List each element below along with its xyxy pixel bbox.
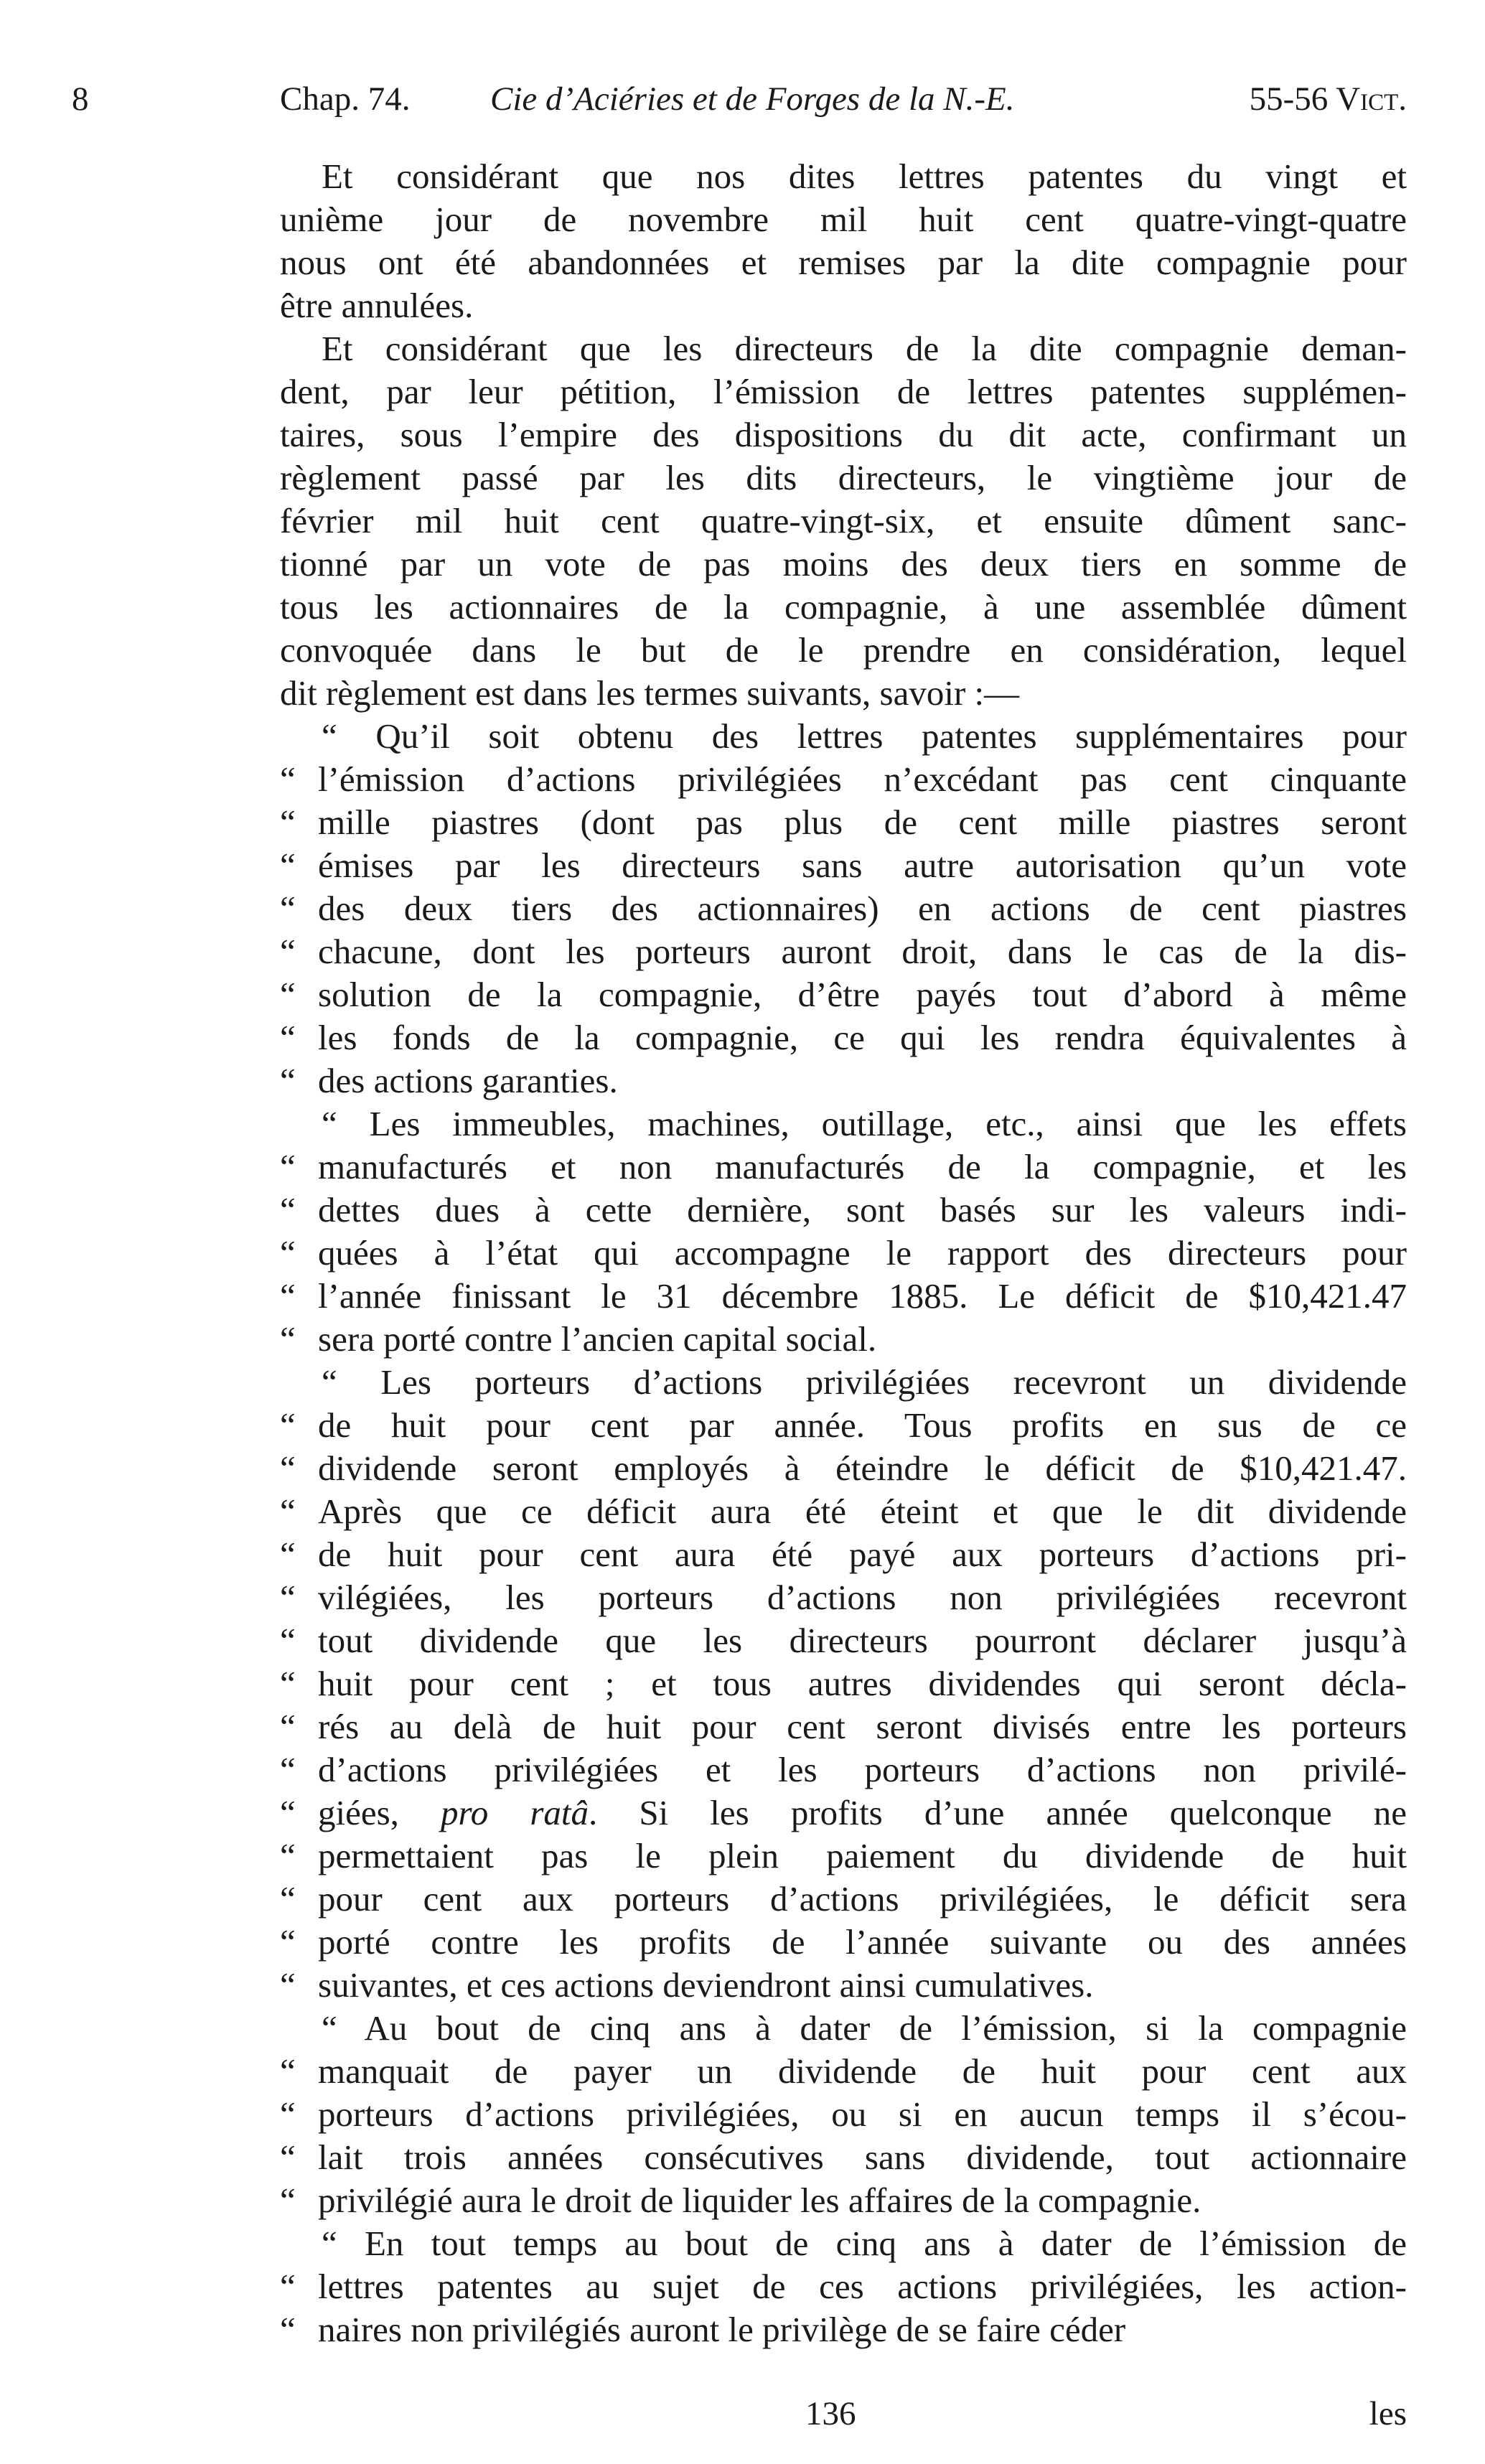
line-text: l’année finissant le 31 décembre 1885. Le déficit de $10,421.47 — [318, 1276, 1407, 1316]
line-text: solution de la compagnie, d’être payés tout d’abord à même — [318, 975, 1407, 1014]
quote-mark: “ — [280, 1233, 296, 1273]
quote-mark: “ — [280, 2094, 296, 2134]
text-line — [280, 930, 1407, 973]
paragraph — [280, 327, 1407, 715]
quote-mark: “ — [280, 802, 296, 842]
quoted-bylaw — [280, 715, 1407, 2351]
line-text: “ En tout temps au bout de cinq ans à dater de l’émission de — [322, 2224, 1407, 2263]
quote-mark: “ — [280, 1664, 296, 1703]
text-line — [280, 2179, 1407, 2222]
text-line — [280, 1835, 1407, 1878]
quote-mark: “ — [280, 2180, 296, 2220]
quoted-paragraph — [280, 1102, 1407, 1361]
line-text: l’émission d’actions privilégiées n’excédant pas cent cinquante — [318, 759, 1407, 799]
quote-mark: “ — [280, 1018, 296, 1057]
text-line — [280, 2308, 1407, 2351]
quote-mark: “ — [280, 1061, 296, 1100]
catchword: les — [1369, 2395, 1407, 2432]
text-line — [280, 2007, 1407, 2050]
text-line: Et considérant que nos dites lettres patentes du vingt et — [322, 156, 1407, 196]
quote-mark: “ — [280, 2137, 296, 2177]
text-line: dent, par leur pétition, l’émission de lettres patentes supplémen- — [280, 372, 1407, 411]
quote-mark: “ — [280, 1836, 296, 1875]
text-line — [280, 1189, 1407, 1232]
line-text: lait trois années consécutives sans dividende, tout actionnaire — [318, 2137, 1407, 2177]
text-line — [280, 1447, 1407, 1490]
text-line — [280, 1275, 1407, 1318]
line-text: “ Qu’il soit obtenu des lettres patentes supplémentaires pour — [322, 716, 1407, 756]
line-text: huit pour cent ; et tous autres dividendes qui seront décla- — [318, 1664, 1407, 1703]
line-text: permettaient pas le plein paiement du dividende de huit — [318, 1836, 1407, 1875]
line-text: des deux tiers des actionnaires) en actions de cent piastres — [318, 889, 1407, 928]
text-line — [280, 1232, 1407, 1275]
folio-number: 136 — [805, 2395, 856, 2432]
line-text: manufacturés et non manufacturés de la compagnie, et les — [318, 1147, 1407, 1186]
line-text: chacune, dont les porteurs auront droit, dans le cas de la dis- — [318, 932, 1407, 971]
line-text: privilégié aura le droit de liquider les affaires de la compagnie. — [318, 2180, 1201, 2220]
line-text: tout dividende que les directeurs pourront déclarer jusqu’à — [318, 1621, 1407, 1660]
line-text: mille piastres (dont pas plus de cent mille piastres seront — [318, 802, 1407, 842]
quote-mark: “ — [280, 1276, 296, 1316]
text-line — [280, 887, 1407, 930]
text-line — [280, 2265, 1407, 2308]
chapter-label: Chap. 74. — [280, 80, 411, 118]
quote-mark: “ — [280, 1535, 296, 1574]
text-line — [280, 1878, 1407, 1921]
line-text: sera porté contre l’ancien capital social. — [318, 1319, 877, 1359]
text-line — [280, 2093, 1407, 2136]
quote-mark: “ — [280, 1319, 296, 1359]
italic-phrase: pro ratâ — [441, 1793, 589, 1832]
text-line — [280, 1102, 1407, 1146]
running-title: Cie d’Aciéries et de Forges de la N.-E. — [490, 80, 1015, 118]
line-text: Après que ce déficit aura été éteint et que le dit dividende — [318, 1491, 1407, 1531]
quoted-paragraph — [280, 2007, 1407, 2222]
line-text: de huit pour cent aura été payé aux porteurs d’actions pri- — [318, 1535, 1407, 1574]
quote-mark: “ — [280, 1750, 296, 1789]
line-text: dividende seront employés à éteindre le déficit de $10,421.47. — [318, 1448, 1407, 1488]
text-line — [280, 1361, 1407, 1404]
quote-mark: “ — [280, 1879, 296, 1919]
line-text: quées à l’état qui accompagne le rapport des directeurs pour — [318, 1233, 1407, 1273]
text-line: tionné par un vote de pas moins des deux tiers en somme de — [280, 544, 1407, 584]
text-line — [280, 1705, 1407, 1748]
quote-mark: “ — [280, 1578, 296, 1617]
quote-mark: “ — [280, 2267, 296, 2306]
text-line — [280, 1016, 1407, 1059]
quote-mark: “ — [280, 1491, 296, 1531]
quote-mark: “ — [280, 845, 296, 885]
recital-paragraphs — [280, 155, 1407, 715]
page-footer — [72, 2392, 1407, 2435]
quote-mark: “ — [280, 2310, 296, 2349]
text-line — [280, 1791, 1407, 1835]
text-line — [280, 1533, 1407, 1576]
text-line: Et considérant que les directeurs de la dite compagnie deman- — [322, 329, 1407, 368]
text-line — [280, 1921, 1407, 1964]
line-text: vilégiées, les porteurs d’actions non privilégiées recevront — [318, 1578, 1407, 1617]
quote-mark: “ — [280, 1965, 296, 2005]
regnal-year: 55-56 Vict. — [1249, 80, 1407, 118]
text-line — [280, 758, 1407, 801]
line-text: “ Les porteurs d’actions privilégiées recevront un dividende — [322, 1362, 1407, 1402]
text-line: être annulées. — [280, 286, 474, 325]
quote-mark: “ — [280, 975, 296, 1014]
text-line: taires, sous l’empire des dispositions du dit acte, confirmant un — [280, 415, 1407, 454]
text-line — [280, 1059, 1407, 1102]
text-line — [280, 1619, 1407, 1662]
quote-mark: “ — [280, 759, 296, 799]
text-line: règlement passé par les dits directeurs, le vingtième jour de — [280, 458, 1407, 497]
line-text: pour cent aux porteurs d’actions privilégiées, le déficit sera — [318, 1879, 1407, 1919]
body-text — [280, 155, 1407, 2351]
line-text: suivantes, et ces actions deviendront ainsi cumulatives. — [318, 1965, 1094, 2005]
text-line — [280, 1662, 1407, 1705]
line-text: giées, pro ratâ. Si les profits d’une année quelconque ne — [318, 1793, 1407, 1832]
text-line — [280, 2136, 1407, 2179]
quote-mark: “ — [280, 1793, 296, 1832]
line-text: émises par les directeurs sans autre autorisation qu’un vote — [318, 845, 1407, 885]
quoted-paragraph — [280, 1361, 1407, 2007]
text-line — [280, 801, 1407, 844]
paragraph — [280, 155, 1407, 327]
line-text: des actions garanties. — [318, 1061, 618, 1100]
line-text: “ Les immeubles, machines, outillage, etc., ainsi que les effets — [322, 1104, 1407, 1143]
quote-mark: “ — [280, 1147, 296, 1186]
page-number: 8 — [72, 80, 89, 118]
quoted-paragraph — [280, 715, 1407, 1102]
line-text: dettes dues à cette dernière, sont basés sur les valeurs indi- — [318, 1190, 1407, 1229]
line-text: porté contre les profits de l’année suivante ou des années — [318, 1922, 1407, 1962]
text-line — [280, 973, 1407, 1016]
line-text: lettres patentes au sujet de ces actions privilégiées, les action- — [318, 2267, 1407, 2306]
quote-mark: “ — [280, 1707, 296, 1746]
quoted-paragraph — [280, 2222, 1407, 2351]
text-line — [280, 2222, 1407, 2265]
line-text: naires non privilégiés auront le privilège de se faire céder — [318, 2310, 1126, 2349]
line-text: manquait de payer un dividende de huit pour cent aux — [318, 2051, 1407, 2091]
text-line — [280, 1490, 1407, 1533]
quote-mark: “ — [280, 1922, 296, 1962]
text-line — [280, 1146, 1407, 1189]
text-line: nous ont été abandonnées et remises par la dite compagnie pour — [280, 243, 1407, 282]
line-text: “ Au bout de cinq ans à dater de l’émission, si la compagnie — [322, 2008, 1407, 2048]
text-line: unième jour de novembre mil huit cent quatre-vingt-quatre — [280, 200, 1407, 239]
text-line: dit règlement est dans les termes suivants, savoir :— — [280, 673, 1020, 713]
line-text: porteurs d’actions privilégiées, ou si en aucun temps il s’écou- — [318, 2094, 1407, 2134]
quote-mark: “ — [280, 1190, 296, 1229]
text-line — [280, 1318, 1407, 1361]
line-text: les fonds de la compagnie, ce qui les rendra équivalentes à — [318, 1018, 1407, 1057]
text-line — [280, 2050, 1407, 2093]
text-line — [280, 715, 1407, 758]
text-line — [280, 1404, 1407, 1447]
text-line — [280, 1748, 1407, 1791]
line-text: rés au delà de huit pour cent seront divisés entre les porteurs — [318, 1707, 1407, 1746]
text-line — [280, 1964, 1407, 2007]
quote-mark: “ — [280, 932, 296, 971]
text-line — [280, 844, 1407, 887]
running-header — [72, 78, 1407, 121]
text-line: tous les actionnaires de la compagnie, à une assemblée dûment — [280, 587, 1407, 627]
quote-mark: “ — [280, 1448, 296, 1488]
text-line: février mil huit cent quatre-vingt-six, et ensuite dûment sanc- — [280, 501, 1407, 540]
quote-mark: “ — [280, 889, 296, 928]
text-line — [280, 1576, 1407, 1619]
quote-mark: “ — [280, 1405, 296, 1445]
quote-mark: “ — [280, 2051, 296, 2091]
line-text: de huit pour cent par année. Tous profits en sus de ce — [318, 1405, 1407, 1445]
text-line: convoquée dans le but de le prendre en considération, lequel — [280, 630, 1407, 670]
line-text: d’actions privilégiées et les porteurs d’actions non privilé- — [318, 1750, 1407, 1789]
quote-mark: “ — [280, 1621, 296, 1660]
